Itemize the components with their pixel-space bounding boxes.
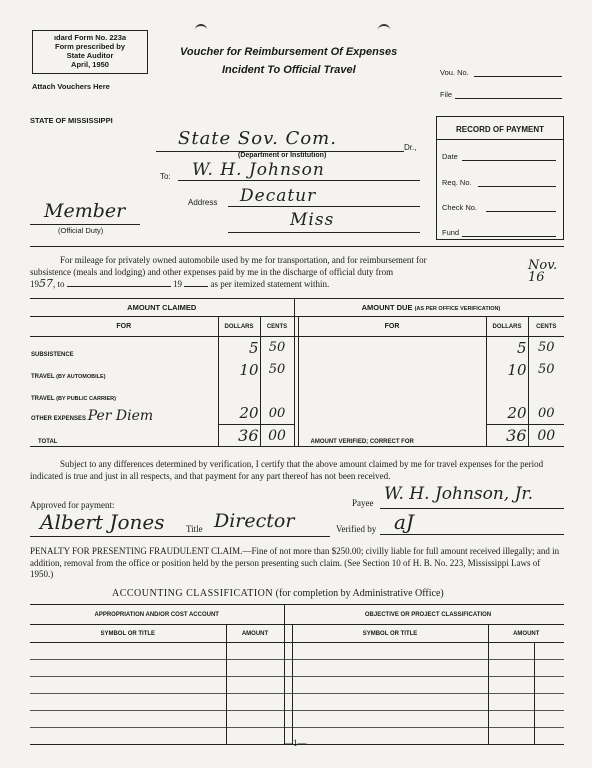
table-row: [30, 425, 564, 447]
for-header-right: FOR: [298, 317, 486, 337]
cents-header-right: CENTS: [528, 317, 564, 337]
due-dollars[interactable]: 5: [486, 337, 528, 359]
mileage-paragraph: [30, 254, 564, 290]
total-cents[interactable]: 00: [260, 425, 294, 447]
address-line-1[interactable]: [228, 206, 420, 207]
staple-mark-left: [195, 24, 207, 30]
form-number-box: [32, 30, 148, 74]
address-line-2[interactable]: [228, 232, 420, 233]
due-cents[interactable]: 00: [528, 403, 564, 425]
penalty-paragraph: [30, 546, 564, 581]
appropriation-header: APPROPRIATION AND/OR COST ACCOUNT: [94, 611, 219, 618]
amount-cents[interactable]: 50: [260, 359, 294, 381]
verified-cents[interactable]: 00: [528, 425, 564, 447]
address-value-2: Miss: [290, 210, 335, 230]
row-label-total: TOTAL: [38, 439, 58, 445]
per-statement-text: as per itemized statement within.: [210, 279, 330, 289]
title-line-2: Incident To Official Travel: [222, 64, 356, 76]
verified-line[interactable]: [380, 534, 564, 535]
total-dollars[interactable]: 36: [218, 425, 260, 447]
amount-dollars[interactable]: 20: [218, 403, 260, 425]
due-cents[interactable]: [528, 381, 564, 403]
verified-dollars[interactable]: 36: [486, 425, 528, 447]
dollars-header-right: DOLLARS: [486, 317, 528, 337]
amount-dollars[interactable]: 5: [218, 337, 260, 359]
state-label: STATE OF MISSISSIPPI: [30, 116, 113, 125]
verified-correct-label: AMOUNT VERIFIED; CORRECT FOR: [298, 425, 486, 447]
accounting-title: ACCOUNTING CLASSIFICATION: [112, 588, 274, 599]
approver-line[interactable]: [30, 536, 330, 537]
row-label: TRAVEL (BY AUTOMOBILE): [31, 373, 106, 380]
accounting-note: (for completion by Administrative Office): [275, 588, 444, 599]
amount-dollars[interactable]: 10: [218, 359, 260, 381]
department-caption: (Department or Institution): [238, 152, 327, 159]
due-dollars[interactable]: [486, 381, 528, 403]
approver-signature: Albert Jones: [40, 510, 165, 534]
amount-due-note: (AS PER OFFICE VERIFICATION): [414, 306, 501, 312]
to-label: To:: [160, 172, 171, 181]
penalty-text: —Fine of not more than $250.00; civilly liable for full amount received illegally; and in addition, removal from the office or position held by the person presenting such claim. (See Section 10 of H. B. No. 223, Mississippi Laws of 1950.): [30, 546, 560, 579]
nineteen-text: 19: [173, 279, 183, 289]
accounting-row[interactable]: [30, 694, 564, 711]
accounting-row[interactable]: [30, 643, 564, 660]
accounting-row[interactable]: [30, 677, 564, 694]
page-number: —1—: [284, 738, 307, 748]
due-dollars[interactable]: 20: [486, 403, 528, 425]
record-fund-label: Fund: [442, 228, 460, 237]
amount-table: [30, 298, 564, 447]
file-line[interactable]: [455, 98, 562, 99]
row-label: SUBSISTENCE: [31, 351, 74, 358]
payee-line[interactable]: [380, 508, 564, 509]
form-number: ıdard Form No. 223a: [53, 33, 127, 42]
accounting-title-line: [112, 588, 444, 599]
record-req-label: Req. No.: [442, 178, 472, 187]
row-label: TRAVEL (BY PUBLIC CARRIER): [31, 395, 116, 402]
amount-cents[interactable]: 00: [260, 403, 294, 425]
amount-header-right: AMOUNT: [488, 625, 564, 643]
title-line-1: Voucher for Reimbursement Of Expenses: [180, 46, 398, 58]
penalty-heading: PENALTY FOR PRESENTING FRAUDULENT CLAIM.: [30, 546, 243, 556]
cents-header-left: CENTS: [260, 317, 294, 337]
due-cents[interactable]: 50: [528, 337, 564, 359]
certification-text: Subject to any differences determined by verification, I certify that the above amount claimed by me for travel expenses for the period indicated is true and just in all respects, and that payment for any part thereof has not been received.: [30, 459, 544, 481]
attach-vouchers-label: Attach Vouchers Here: [32, 82, 110, 91]
form-auditor: State Auditor: [66, 51, 114, 60]
amount-due-title: AMOUNT DUE: [361, 303, 413, 312]
accounting-row[interactable]: [30, 660, 564, 677]
department-value: State Sov. Com.: [178, 128, 337, 149]
amount-dollars[interactable]: [218, 381, 260, 403]
staple-mark-right: [378, 24, 390, 30]
record-fund-line[interactable]: [462, 236, 556, 237]
vou-no-label: Vou. No.: [440, 68, 469, 77]
form-date: April, 1950: [71, 60, 109, 69]
due-cents[interactable]: 50: [528, 359, 564, 381]
accounting-row[interactable]: [30, 711, 564, 728]
objective-header: OBJECTIVE OR PROJECT CLASSIFICATION: [364, 611, 492, 618]
amount-header-left: AMOUNT: [226, 625, 284, 643]
payee-label: Payee: [352, 498, 374, 508]
approved-label: Approved for payment:: [30, 500, 115, 510]
table-row: [30, 403, 564, 425]
accounting-table: [30, 604, 564, 745]
amount-due-title-cell: [298, 299, 564, 317]
symbol-header-left: SYMBOL OR TITLE: [100, 630, 156, 637]
from-date-value: Nov. 16: [528, 258, 558, 285]
official-duty-value: Member: [44, 200, 126, 222]
row-label: OTHER EXPENSES Per Diem: [31, 407, 154, 424]
file-label: File: [440, 90, 453, 99]
address-label: Address: [188, 198, 218, 207]
symbol-header-right: SYMBOL OR TITLE: [292, 625, 488, 643]
dollars-header-left: DOLLARS: [218, 317, 260, 337]
form-prescribed: Form prescribed by: [54, 42, 126, 51]
amount-claimed-title: AMOUNT CLAIMED: [30, 299, 294, 317]
amount-cents[interactable]: 50: [260, 337, 294, 359]
payee-signature: W. H. Johnson, Jr.: [384, 484, 534, 504]
title-signature: Director: [214, 510, 295, 532]
to-value: W. H. Johnson: [192, 160, 325, 180]
amount-cents[interactable]: [260, 381, 294, 403]
record-req-line[interactable]: [478, 186, 556, 187]
due-dollars[interactable]: 10: [486, 359, 528, 381]
record-check-line[interactable]: [486, 211, 556, 212]
verified-by-label: Verified by: [336, 524, 377, 534]
record-date-label: Date: [442, 152, 458, 161]
record-check-label: Check No.: [442, 203, 478, 212]
record-of-payment-title: RECORD OF PAYMENT: [455, 125, 544, 134]
dr-label: Dr.,: [404, 143, 417, 152]
year-value: 57: [39, 277, 53, 290]
address-value-1: Decatur: [240, 186, 317, 206]
title-label: Title: [186, 524, 203, 534]
official-duty-line[interactable]: [30, 224, 140, 225]
mileage-text-2: subsistence (meals and lodging) and other expenses paid by me in the discharge of official duty from: [30, 267, 394, 277]
mileage-text-1: For mileage for privately owned automobile used by me for transportation, and for reimbursement for: [60, 255, 427, 265]
for-header-left: FOR: [116, 323, 132, 330]
to-line[interactable]: [178, 180, 420, 181]
table-row: [30, 381, 564, 403]
verified-initials: aJ: [394, 510, 414, 534]
vou-no-line[interactable]: [474, 76, 562, 77]
official-duty-label: (Official Duty): [58, 226, 104, 235]
record-date-line[interactable]: [462, 160, 556, 161]
to-text: , to: [53, 279, 65, 289]
table-row: [30, 337, 564, 359]
section-divider: [30, 246, 564, 247]
year-prefix: 19: [30, 279, 39, 289]
table-row: [30, 359, 564, 381]
